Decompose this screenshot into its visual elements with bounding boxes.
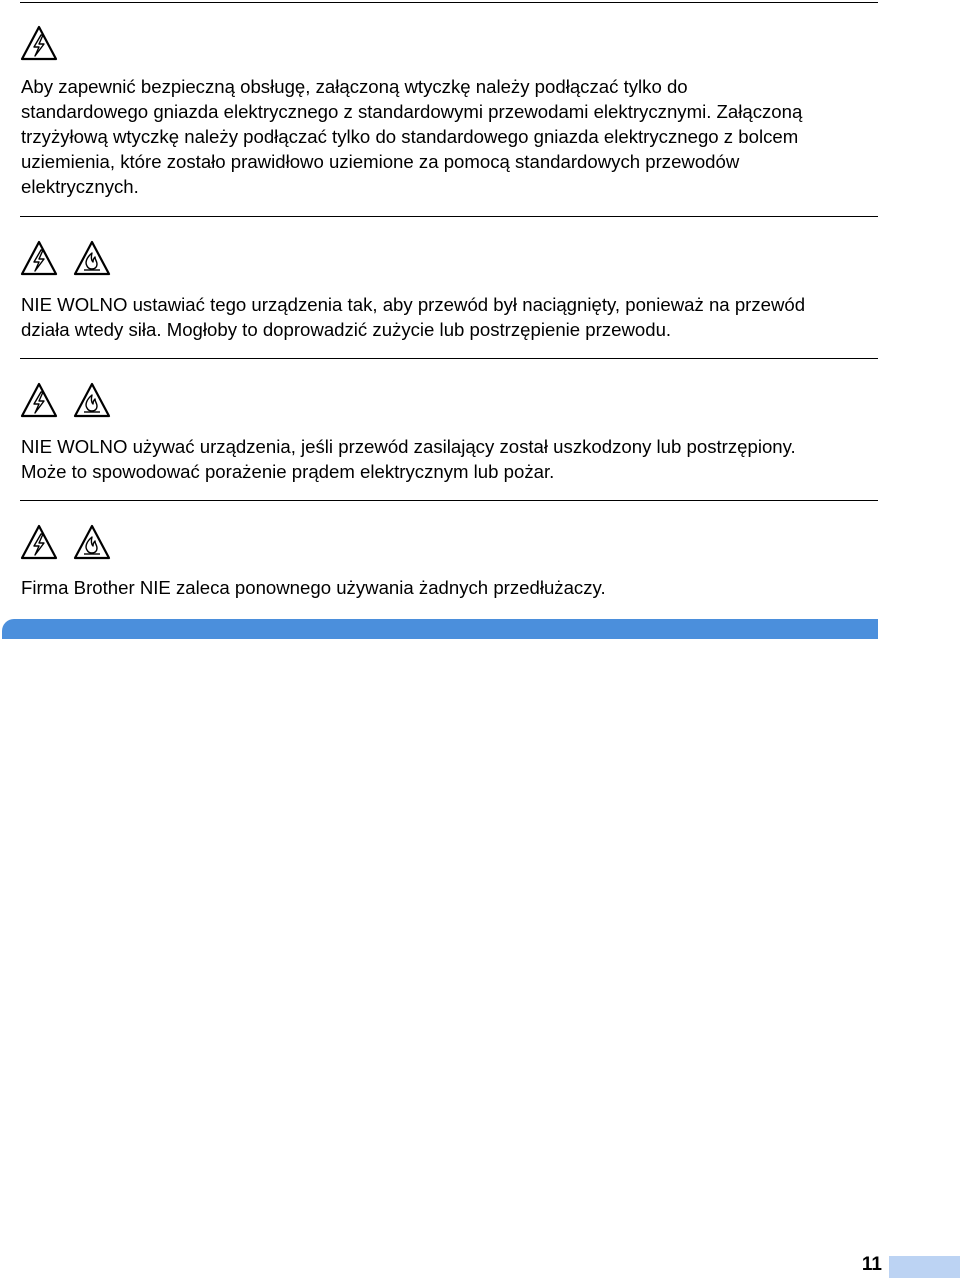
safety-paragraph: NIE WOLNO używać urządzenia, jeśli przewód zasilający został uszkodzony lub postrzępiony. Może to spowodować porażenie prądem elektrycznym lub pożar. [21,436,796,482]
safety-paragraph: Aby zapewnić bezpieczną obsługę, załączoną wtyczkę należy podłączać tylko do standardowego gniazda elektrycznego z standardowymi przewodami elektrycznymi. Załączoną trzyżyłową wtyczkę należy podłączać tylko do standardowego gniazda elektrycznego z bolcem uziemienia, które zostało prawidłowo uziemione za pomocą standardowych przewodów elektrycznych. [21,76,803,197]
warning-icons [19,381,112,419]
safety-paragraph: NIE WOLNO ustawiać tego urządzenia tak, aby przewód był naciągnięty, ponieważ na przewód działa wtedy siła. Mogłoby to doprowadzić zużycie lub postrzępienie przewodu. [21,294,806,340]
electric-shock-warning-icon [19,239,59,277]
fire-warning-icon [72,523,112,561]
page-tab-marker [889,1256,960,1278]
electric-shock-warning-icon [19,381,59,419]
section-divider [20,500,878,501]
page-number: 11 [861,1254,882,1275]
electric-shock-warning-icon [19,24,59,62]
warning-icons [19,24,59,62]
warning-icons [19,523,112,561]
fire-warning-icon [72,239,112,277]
electric-shock-warning-icon [19,523,59,561]
section-end-band [2,619,878,639]
fire-warning-icon [72,381,112,419]
section-divider [20,2,878,3]
section-divider [20,216,878,217]
warning-icons [19,239,112,277]
safety-paragraph: Firma Brother NIE zaleca ponownego używania żadnych przedłużaczy. [21,577,606,598]
section-divider [20,358,878,359]
